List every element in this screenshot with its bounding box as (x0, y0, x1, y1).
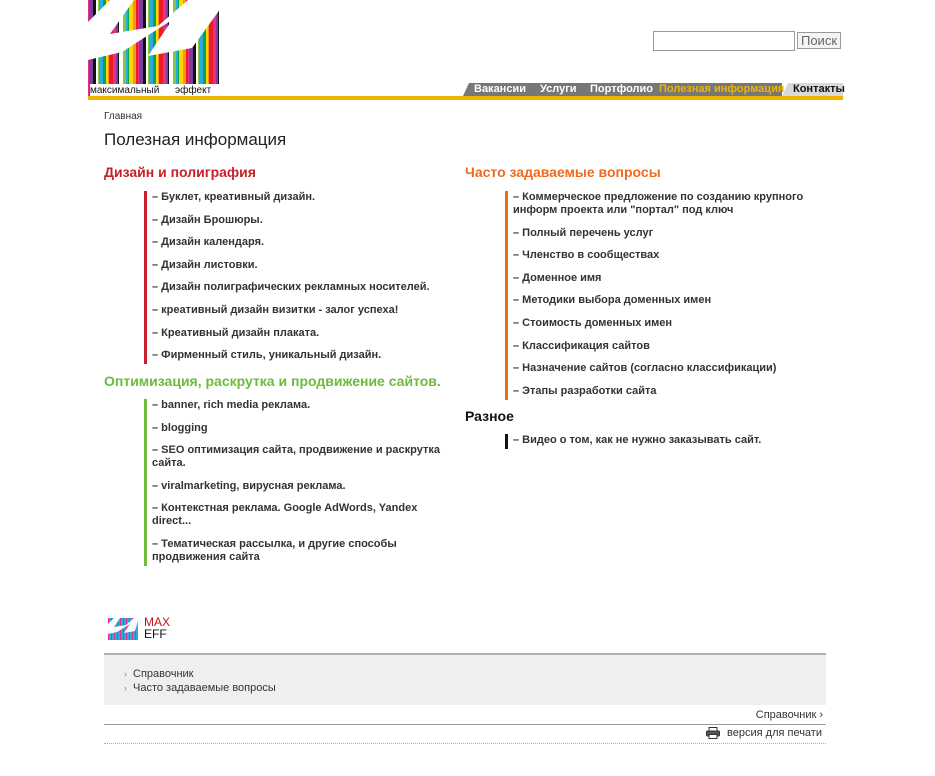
chevron-right-icon: › (124, 669, 127, 679)
seo-link-list (144, 399, 452, 566)
nav-tab-portfolio[interactable]: Портфолио (585, 83, 654, 96)
faq-link-0[interactable]: – Коммерческое предложение по созданию крупного информ проекта или "портал" под ключ (513, 191, 804, 216)
design-link-6[interactable]: – Креативный дизайн плаката. (152, 326, 320, 339)
seo-link-0[interactable]: – banner, rich media реклама. (152, 399, 311, 411)
design-link-1[interactable]: – Дизайн Брошюры. (152, 213, 263, 226)
design-link-3[interactable]: – Дизайн листовки. (152, 258, 258, 271)
logo-stripe (143, 0, 146, 97)
faq-link-6[interactable]: – Классификация сайтов (513, 339, 650, 352)
faq-link-3[interactable]: – Доменное имя (513, 271, 602, 284)
section-title-faq[interactable]: Часто задаваемые вопросы (465, 164, 661, 180)
page-title: Полезная информация (104, 130, 287, 149)
footer-logo-max: MAX (144, 615, 171, 629)
nav-tab-contacts[interactable]: Контакты (788, 83, 843, 96)
footer-links-box (104, 653, 826, 705)
nav-underline (88, 96, 843, 100)
design-link-4[interactable]: – Дизайн полиграфических рекламных носителей. (152, 281, 430, 294)
footer-link-reference[interactable] (124, 667, 276, 681)
search-button[interactable]: Поиск (797, 32, 841, 49)
logo-stripe (138, 0, 139, 97)
footer-link-faq[interactable] (124, 681, 276, 695)
nav-tab-useful-info[interactable]: Полезная информация (654, 83, 782, 96)
logo-stripe (148, 0, 149, 97)
footer-logo-stripe (123, 618, 124, 640)
section-title-design[interactable]: Дизайн и полиграфия (104, 164, 256, 180)
footer-logo-text (144, 616, 170, 640)
nav-tab-vacancies[interactable]: Вакансии (469, 83, 535, 96)
design-link-7[interactable]: – Фирменный стиль, уникальный дизайн. (152, 349, 382, 362)
design-link-list (144, 191, 442, 364)
footer-logo[interactable] (108, 616, 178, 642)
faq-link-2[interactable]: – Членство в сообществах (513, 249, 660, 262)
faq-link-list (505, 191, 833, 400)
logo-stripe (139, 0, 143, 97)
seo-link-4[interactable]: – Контекстная реклама. Google AdWords, Yandex direct... (152, 502, 418, 528)
logo-stripe (146, 0, 148, 97)
printer-icon (706, 727, 720, 739)
footer-divider (104, 724, 826, 725)
section-title-seo[interactable]: Оптимизация, раскрутка и продвижение сайтов. (104, 373, 441, 389)
seo-link-5[interactable]: – Тематическая рассылка, и другие способы продвижения сайта (152, 537, 397, 563)
logo-stripe (128, 0, 129, 97)
faq-link-5[interactable]: – Стоимость доменных имен (513, 316, 673, 329)
footer-dotted-divider (104, 743, 826, 744)
footer-logo-stripe (124, 618, 126, 640)
footer-link-faq-label: Часто задаваемые вопросы (133, 682, 276, 694)
seo-link-1[interactable]: – blogging (152, 421, 208, 434)
design-link-2[interactable]: – Дизайн календаря. (152, 236, 265, 249)
logo-stripe (149, 0, 153, 97)
design-link-0[interactable]: – Буклет, креативный дизайн. (152, 191, 316, 203)
footer-reference-link[interactable]: Справочник › (755, 709, 823, 721)
nav-tab-services[interactable]: Услуги (535, 83, 585, 96)
logo-stripe (129, 0, 133, 97)
logo-word-2: эффект (175, 85, 212, 96)
footer-link-reference-label: Справочник (133, 668, 194, 680)
design-link-5[interactable]: – креативный дизайн визитки - залог успеха! (152, 303, 399, 316)
faq-link-8[interactable]: – Этапы разработки сайта (513, 384, 657, 397)
logo-stripe (218, 0, 219, 97)
faq-link-4[interactable]: – Методики выбора доменных имен (513, 294, 712, 307)
logo-word-1: максимальный (90, 85, 160, 96)
logo-stripe (133, 0, 136, 97)
site-logo[interactable] (88, 0, 221, 97)
logo-stripe (219, 0, 221, 97)
footer-links (124, 667, 276, 695)
section-title-misc[interactable]: Разное (465, 408, 514, 424)
seo-link-3[interactable]: – viralmarketing, вирусная реклама. (152, 479, 346, 492)
footer-logo-eff: EFF (144, 627, 167, 641)
faq-link-1[interactable]: – Полный перечень услуг (513, 226, 654, 239)
print-version-label: версия для печати (727, 727, 822, 739)
faq-link-7[interactable]: – Назначение сайтов (согласно классификации) (513, 362, 777, 375)
search-input[interactable] (653, 31, 795, 51)
misc-link-list (505, 434, 833, 449)
chevron-right-icon: › (124, 683, 127, 693)
misc-link-0[interactable]: – Видео о том, как не нужно заказывать сайт. (513, 434, 762, 446)
logo-stripe (136, 0, 138, 97)
logo-stripe (216, 0, 218, 97)
logo-barcode-graphic (88, 0, 221, 97)
footer-logo-graphic (108, 618, 138, 640)
breadcrumb[interactable]: Главная (104, 111, 143, 122)
main-nav (463, 83, 843, 96)
print-version-link[interactable] (706, 727, 822, 739)
seo-link-2[interactable]: – SEO оптимизация сайта, продвижение и раскрутка сайта. (152, 444, 440, 470)
